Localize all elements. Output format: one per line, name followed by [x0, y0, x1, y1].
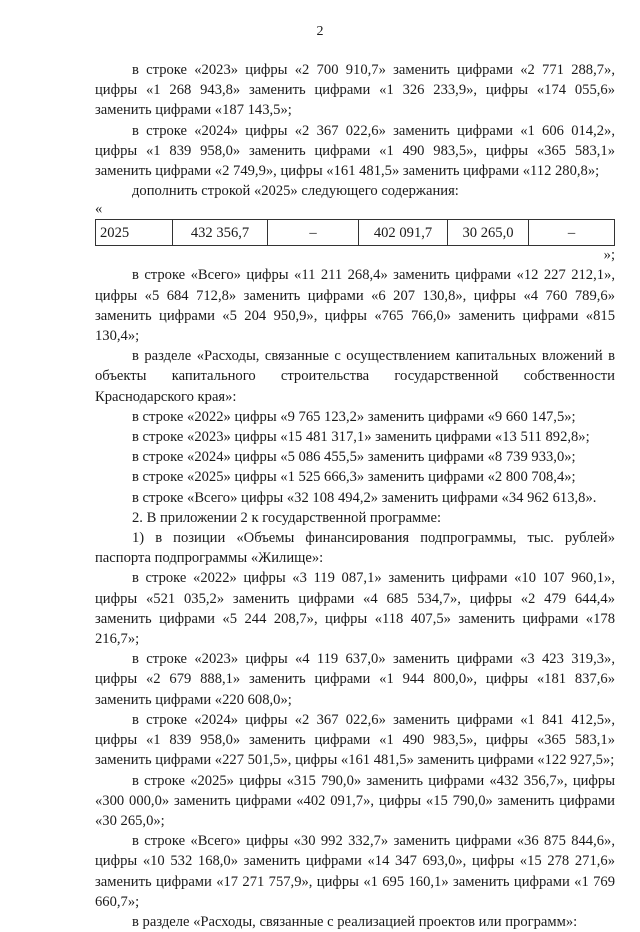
- paragraph: в разделе «Расходы, связанные с реализацией проектов или программ»:: [132, 913, 578, 930]
- paragraph: в строке «2025» цифры «315 790,0» заменить цифрами «432 356,7», цифры «300 000,0» заменить цифрами «402 091,7», цифры «15 790,0» заменить цифрами «30 265,0»;: [95, 772, 615, 829]
- table-cell: –: [529, 220, 615, 246]
- table-cell: 402 091,7: [359, 220, 448, 246]
- inserted-row-table: [95, 219, 615, 246]
- paragraph: в строке «2024» цифры «2 367 022,6» заменить цифрами «1 606 014,2», цифры «1 839 958,0» заменить цифрами «1 490 983,5», цифры «365 583,1» заменить цифрами «2 749,9», цифры «161 481,5» заменить цифрами «112 280,8»;: [95, 122, 615, 180]
- paragraph: в строке «Всего» цифры «32 108 494,2» заменить цифрами «34 962 613,8».: [132, 489, 597, 506]
- document-body: [95, 60, 615, 932]
- table-cell: 432 356,7: [173, 220, 268, 246]
- paragraph: в строке «2024» цифры «5 086 455,5» заменить цифрами «8 739 933,0»;: [132, 449, 576, 466]
- quote-open-mark: «: [95, 201, 103, 218]
- table-cell: 30 265,0: [448, 220, 529, 246]
- paragraph: в строке «2024» цифры «2 367 022,6» заменить цифрами «1 841 412,5», цифры «1 839 958,0» заменить цифрами «1 490 983,5», цифры «365 583,1» заменить цифрами «227 501,5», цифры «161 481,5» заменить цифрами «122 927,5»;: [95, 711, 615, 769]
- paragraph: в строке «2022» цифры «3 119 087,1» заменить цифрами «10 107 960,1», цифры «521 035,2» заменить цифрами «4 685 534,7», цифры «2 479 644,4» заменить цифрами «5 244 208,7», цифры «118 407,5» заменить цифрами «178 216,7»;: [95, 570, 615, 648]
- quote-close-mark: »;: [603, 247, 615, 264]
- paragraph: в строке «2025» цифры «1 525 666,3» заменить цифрами «2 800 708,4»;: [132, 469, 576, 486]
- page-number: 2: [316, 24, 324, 39]
- paragraph: в строке «Всего» цифры «11 211 268,4» заменить цифрами «12 227 212,1», цифры «5 684 712,8» заменить цифрами «6 207 130,8», цифры «4 760 789,6» заменить цифрами «5 204 950,9», цифры «765 766,0» заменить цифрами «815 130,4»;: [95, 267, 615, 345]
- paragraph: в строке «2023» цифры «4 119 637,0» заменить цифрами «3 423 319,3», цифры «2 679 888,1» заменить цифрами «1 944 800,0», цифры «181 837,6» заменить цифрами «220 608,0»;: [95, 651, 615, 708]
- paragraph: 2. В приложении 2 к государственной программе:: [132, 509, 442, 526]
- paragraph: в строке «Всего» цифры «30 992 332,7» заменить цифрами «36 875 844,6», цифры «10 532 168,0» заменить цифрами «14 347 693,0», цифры «15 278 271,6» заменить цифрами «17 271 757,9», цифры «1 695 160,1» заменить цифрами «1 769 660,7»;: [95, 833, 615, 910]
- paragraph: в строке «2022» цифры «9 765 123,2» заменить цифрами «9 660 147,5»;: [132, 408, 576, 425]
- table-cell-year: 2025: [96, 220, 173, 246]
- table-row: [96, 220, 615, 246]
- paragraph: в строке «2023» цифры «2 700 910,7» заменить цифрами «2 771 288,7», цифры «1 268 943,8» заменить цифрами «1 326 233,9», цифры «174 055,6» заменить цифрами «187 143,5»;: [95, 62, 615, 119]
- paragraph: в строке «2023» цифры «15 481 317,1» заменить цифрами «13 511 892,8»;: [132, 429, 590, 446]
- paragraph: 1) в позиции «Объемы финансирования подпрограммы, тыс. рублей» паспорта подпрограммы «Жилище»:: [95, 530, 615, 567]
- paragraph: дополнить строкой «2025» следующего содержания:: [132, 183, 459, 200]
- table-cell: –: [268, 220, 359, 246]
- paragraph: в разделе «Расходы, связанные с осуществлением капитальных вложений в объекты капитального строительства государственной собственности Краснодарского края»:: [95, 348, 615, 405]
